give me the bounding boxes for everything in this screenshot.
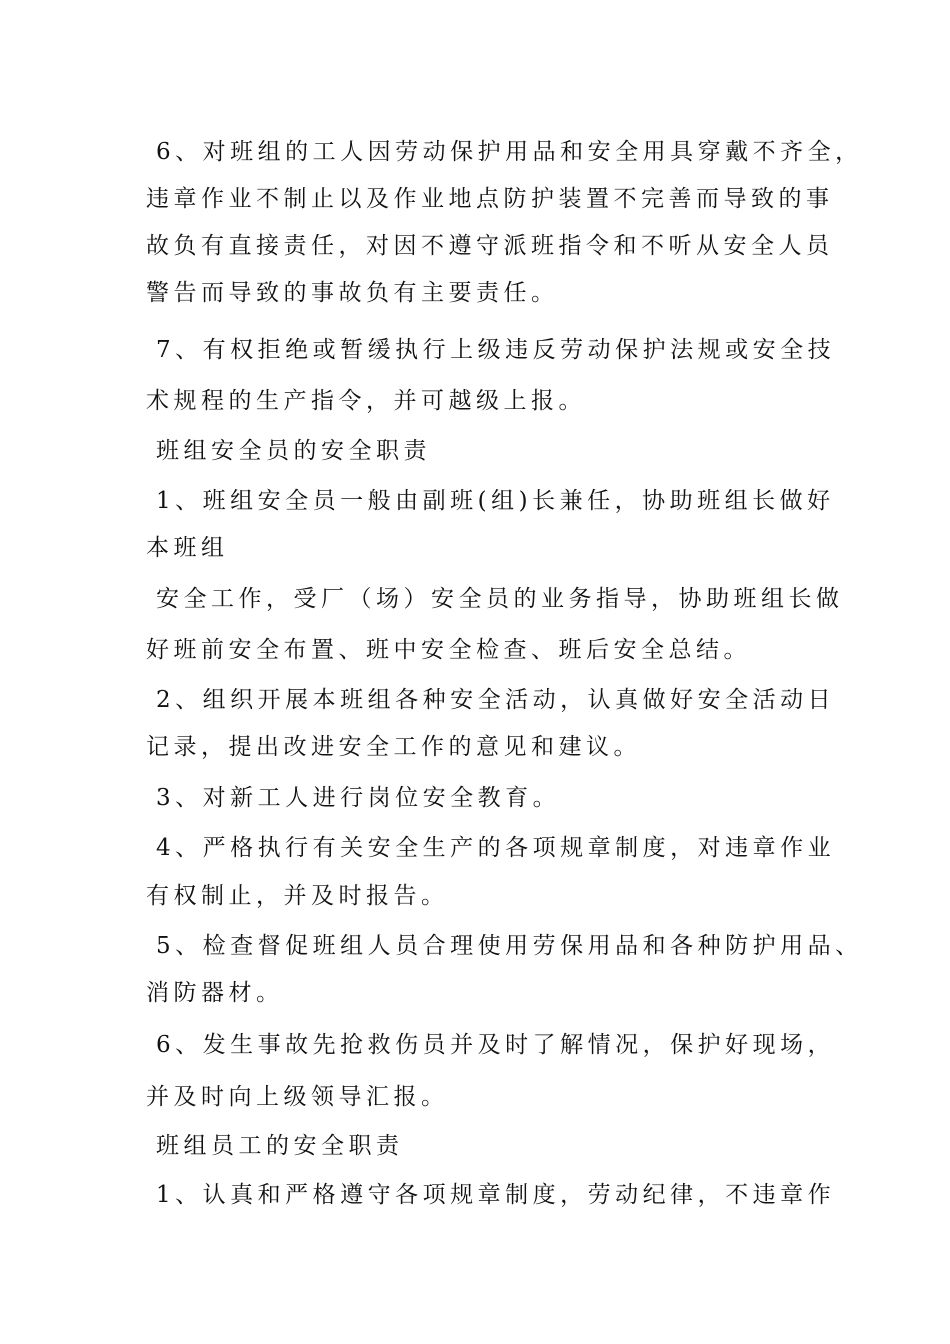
text-line: 安全工作，受厂（场）安全员的业务指导，协助班组长做 [156,586,844,612]
text-line: 1、认真和严格遵守各项规章制度，劳动纪律，不违章作 [156,1182,836,1208]
text-line: 7、有权拒绝或暂缓执行上级违反劳动保护法规或安全技 [156,337,836,363]
text-line: 消防器材。 [146,980,284,1006]
text-line: 术规程的生产指令，并可越级上报。 [146,388,586,414]
text-line: 1、班组安全员一般由副班(组)长兼任，协助班组长做好 [156,488,835,514]
text-line: 本班组 [146,535,229,561]
text-line: 3、对新工人进行岗位安全教育。 [156,785,561,811]
text-line: 2、组织开展本班组各种安全活动，认真做好安全活动日 [156,687,836,713]
text-line: 好班前安全布置、班中安全检查、班后安全总结。 [146,637,751,663]
text-line: 故负有直接责任，对因不遵守派班指令和不听从安全人员 [146,233,834,259]
section-heading: 班组员工的安全职责 [156,1133,404,1159]
section-heading: 班组安全员的安全职责 [156,438,431,464]
text-line: 警告而导致的事故负有主要责任。 [146,280,559,306]
text-line: 有权制止，并及时报告。 [146,883,449,909]
text-line: 记录，提出改进安全工作的意见和建议。 [146,734,641,760]
text-line: 违章作业不制止以及作业地点防护装置不完善而导致的事 [146,186,834,212]
text-line: 4、严格执行有关安全生产的各项规章制度，对违章作业 [156,835,836,861]
text-line: 6、对班组的工人因劳动保护用品和安全用具穿戴不齐全， [156,139,863,165]
text-line: 并及时向上级领导汇报。 [146,1084,449,1110]
text-line: 6、发生事故先抢救伤员并及时了解情况，保护好现场， [156,1032,836,1058]
text-line: 5、检查督促班组人员合理使用劳保用品和各种防护用品、 [156,933,863,959]
